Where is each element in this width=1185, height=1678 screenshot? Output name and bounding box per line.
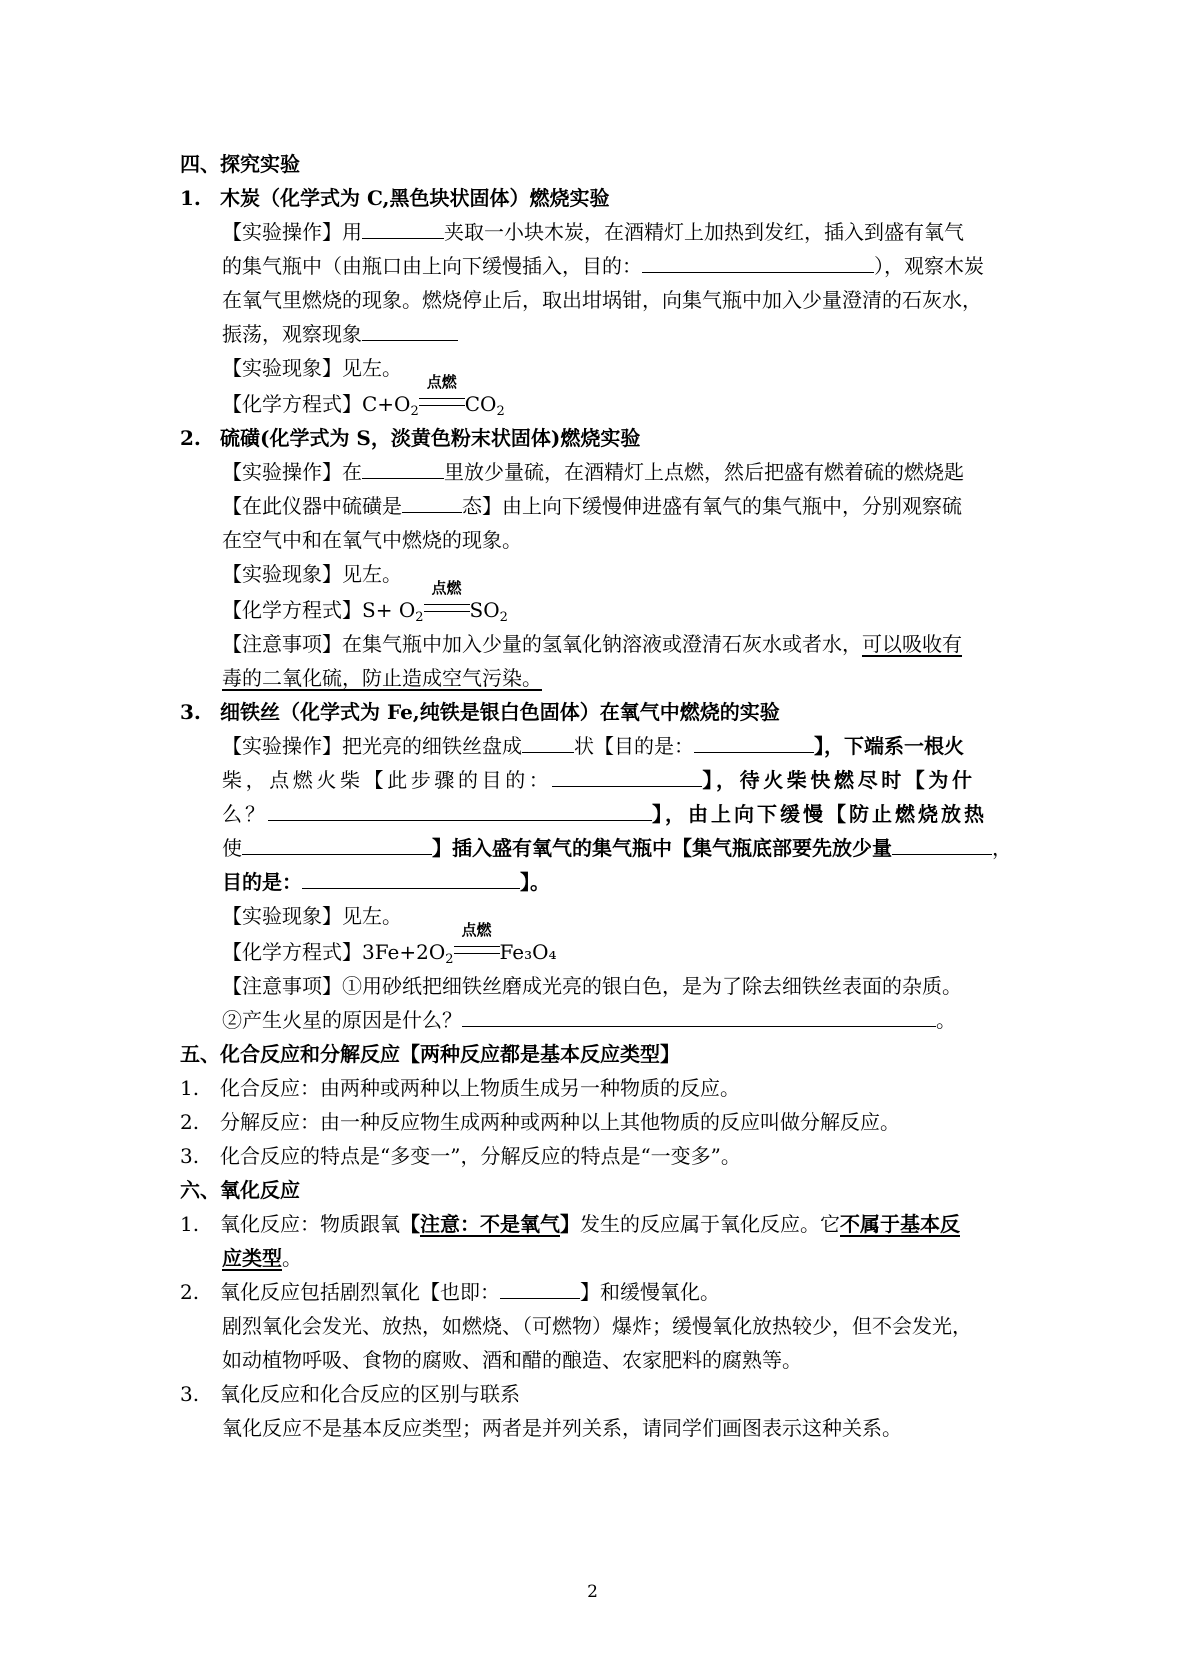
section5-item-1 (180, 1073, 740, 1103)
eq-products: SO (469, 598, 500, 622)
exp1-op-text: ），观察木炭 (874, 254, 984, 278)
exp3-operation-line5 (222, 867, 550, 897)
exp1-op-text: 的集气瓶中（由瓶口由上向下缓慢插入，目的： (222, 254, 642, 278)
exp3-heat-blank[interactable] (242, 834, 432, 855)
exp3-phenomenon: 【实验现象】见左。 (222, 904, 402, 928)
item-underlined-text: 不属于基本反 (840, 1212, 960, 1236)
item-text: 】和缓慢氧化。 (580, 1280, 720, 1304)
exp2-op-label: 【实验操作】 (222, 460, 342, 484)
section6-item-3-line1 (180, 1379, 520, 1409)
section6-item-2-line1 (180, 1277, 720, 1307)
item-text: 发生的反应属于氧化反应。它 (580, 1212, 840, 1236)
eq-reactants: 3Fe+2O (362, 940, 446, 964)
eq-condition: 点燃 (426, 373, 457, 391)
section-5-heading: 五、化合反应和分解反应【两种反应都是基本反应类型】 (180, 1042, 680, 1066)
exp1-phenomenon: 【实验现象】见左。 (222, 356, 402, 380)
exp3-op-text: 】，下端系一根火 (814, 734, 964, 758)
exp2-state-blank[interactable] (402, 492, 462, 513)
exp1-tool-blank[interactable] (362, 218, 444, 239)
note-underlined-text: 毒的二氧化硫，防止造成空气污染。 (222, 666, 542, 690)
exp2-op-text: 【在此仪器中硫磺是 (222, 494, 402, 518)
exp3-title-line (180, 697, 780, 727)
exp3-match-purpose-blank[interactable] (552, 766, 702, 787)
eq-label: 【化学方程式】 (222, 940, 362, 964)
exp2-note-line1 (222, 629, 962, 659)
exp3-operation-line4 (222, 833, 1012, 863)
exp3-shape-blank[interactable] (522, 732, 574, 753)
exp3-note-line1 (222, 971, 962, 1001)
exp2-note-line2 (222, 663, 542, 693)
exp2-op-text: 里放少量硫，在酒精灯上点燃，然后把盛有燃着硫的燃烧匙 (444, 460, 964, 484)
exp3-op-text: 使 (222, 836, 242, 860)
note-label: 【注意事项】 (222, 632, 342, 656)
section-4-heading: 四、探究实验 (180, 152, 300, 176)
exp1-equation (222, 373, 505, 419)
exp3-equation (222, 921, 557, 967)
item-underlined-text: 注意：不是氧气 (420, 1212, 560, 1236)
exp1-op-text: 夹取一小块木炭，在酒精灯上加热到发红，插入到盛有氧气 (444, 220, 964, 244)
exp3-bottom-purpose-blank[interactable] (302, 868, 520, 889)
eq-subscript: 2 (499, 610, 508, 625)
note-text: ①用砂纸把细铁丝磨成光亮的银白色，是为了除去细铁丝表面的杂质。 (342, 974, 962, 998)
exp1-operation-line1 (222, 217, 964, 247)
oxidation-alias-blank[interactable] (500, 1278, 580, 1299)
exp3-op-text: 目的是： (222, 870, 302, 894)
exp2-op-text: 态】由上向下缓慢伸进盛有氧气的集气瓶中，分别观察硫 (462, 494, 962, 518)
item-text: 氧化反应和化合反应的区别与联系 (220, 1382, 520, 1406)
exp1-op-label: 【实验操作】 (222, 220, 342, 244)
item-text: 化合反应的特点是“多变一”，分解反应的特点是“一变多”。 (220, 1144, 741, 1168)
exp1-number: 1. (180, 186, 201, 210)
exp3-op-text: 么？ (222, 802, 268, 826)
eq-reactants: S+ O (362, 598, 416, 622)
exp1-observe-blank[interactable] (362, 320, 458, 341)
exp2-operation-line2 (222, 491, 962, 521)
section6-item-2-line2: 剧烈氧化会发光、放热，如燃烧、（可燃物）爆炸；缓慢氧化放热较少，但不会发光， (222, 1314, 972, 1338)
item-underlined-text: 应类型 (222, 1246, 282, 1270)
exp3-op-text: 】插入盛有氧气的集气瓶中 (432, 836, 672, 860)
note-text: ②产生火星的原因是什么？ (222, 1008, 462, 1032)
section-6-heading: 六、氧化反应 (180, 1178, 300, 1202)
exp3-op-text: 】，由上向下缓慢【防止燃烧放热 (652, 802, 987, 826)
exp3-bottom-blank[interactable] (892, 834, 992, 855)
exp1-title-line (180, 183, 610, 213)
eq-subscript: 2 (496, 404, 505, 419)
item-text: 氧化反应：物质跟氧 (220, 1212, 400, 1236)
exp3-title: 细铁丝（化学式为 Fe,纯铁是银白色固体）在氧气中燃烧的实验 (220, 700, 780, 724)
exp3-op-text: 】，待火柴快燃尽时【为什 (702, 768, 976, 792)
eq-products: Fe₃O₄ (499, 940, 557, 964)
exp2-op-text: 在 (342, 460, 362, 484)
item-text: 氧化反应包括剧烈氧化【也即： (220, 1280, 500, 1304)
exp3-op-text: 柴，点燃火柴【此步骤的目的： (222, 768, 553, 792)
eq-condition: 点燃 (461, 921, 492, 939)
eq-subscript: 2 (415, 610, 424, 625)
exp2-number: 2. (180, 426, 201, 450)
exp3-op-label: 【实验操作】 (222, 734, 342, 758)
item-text: 】 (560, 1212, 580, 1236)
exp2-operation-line3: 在空气中和在氧气中燃烧的现象。 (222, 528, 522, 552)
exp1-operation-line2 (222, 251, 984, 281)
section6-item-1-line2 (222, 1243, 302, 1273)
exp1-title: 木炭（化学式为 C,黑色块状固体）燃烧实验 (220, 186, 610, 210)
exp3-op-text: ， (992, 836, 1012, 860)
exp2-title-line (180, 423, 640, 453)
exp3-operation-line1 (222, 731, 964, 761)
eq-label: 【化学方程式】 (222, 392, 362, 416)
exp2-equation (222, 579, 508, 625)
exp3-note-line2 (222, 1005, 956, 1035)
item-text: 化合反应：由两种或两种以上物质生成另一种物质的反应。 (220, 1076, 740, 1100)
note-text: 。 (936, 1008, 956, 1032)
exp3-op-text: 把光亮的细铁丝盘成 (342, 734, 522, 758)
item-number: 3. (180, 1382, 200, 1406)
eq-subscript: 2 (445, 952, 454, 967)
item-number: 3. (180, 1144, 200, 1168)
section6-item-3-line2: 氧化反应不是基本反应类型；两者是并列关系，请同学们画图表示这种关系。 (222, 1416, 902, 1440)
eq-arrow (424, 579, 470, 617)
eq-arrow (454, 921, 500, 959)
eq-condition: 点燃 (431, 579, 462, 597)
note-text: 在集气瓶中加入少量的氢氧化钠溶液或澄清石灰水或者水， (342, 632, 862, 656)
eq-label: 【化学方程式】 (222, 598, 362, 622)
exp3-operation-line2 (222, 765, 976, 795)
page-number: 2 (587, 1582, 598, 1602)
item-number: 2. (180, 1280, 200, 1304)
section5-item-3 (180, 1141, 741, 1171)
section5-item-2 (180, 1107, 900, 1137)
item-text: 【 (400, 1212, 420, 1236)
item-number: 2. (180, 1110, 200, 1134)
eq-subscript: 2 (410, 404, 419, 419)
exp2-phenomenon: 【实验现象】见左。 (222, 562, 402, 586)
eq-arrow (419, 373, 465, 411)
eq-products: CO (464, 392, 497, 416)
exp3-number: 3. (180, 700, 201, 724)
section6-item-1-line1 (180, 1209, 960, 1239)
exp1-op-text: 振荡，观察现象 (222, 322, 362, 346)
item-number: 1. (180, 1076, 200, 1100)
exp1-purpose-blank[interactable] (642, 252, 874, 273)
exp3-why-blank[interactable] (268, 800, 652, 821)
exp1-operation-line4 (222, 319, 458, 349)
exp2-title: 硫磺(化学式为 S，淡黄色粉末状固体)燃烧实验 (220, 426, 641, 450)
exp2-spoon-blank[interactable] (362, 458, 444, 479)
item-number: 1. (180, 1212, 200, 1236)
exp3-op-text: 状【目的是： (574, 734, 694, 758)
exp1-op-text: 用 (342, 220, 362, 244)
note-underlined-text: 可以吸收有 (862, 632, 962, 656)
section6-item-2-line3: 如动植物呼吸、食物的腐败、酒和醋的酿造、农家肥料的腐熟等。 (222, 1348, 802, 1372)
item-text: 分解反应：由一种反应物生成两种或两种以上其他物质的反应叫做分解反应。 (220, 1110, 900, 1134)
exp2-operation-line1 (222, 457, 964, 487)
exp3-op-text: 】。 (520, 870, 550, 894)
exp3-operation-line3 (222, 799, 987, 829)
exp3-spark-blank[interactable] (462, 1006, 936, 1027)
note-label: 【注意事项】 (222, 974, 342, 998)
eq-reactants: C+O (362, 392, 411, 416)
exp3-op-text: 【集气瓶底部要先放少量 (672, 836, 892, 860)
exp3-purpose-blank[interactable] (694, 732, 814, 753)
exp1-operation-line3: 在氧气里燃烧的现象。燃烧停止后，取出坩埚钳，向集气瓶中加入少量澄清的石灰水， (222, 288, 982, 312)
item-text: 。 (282, 1246, 302, 1270)
